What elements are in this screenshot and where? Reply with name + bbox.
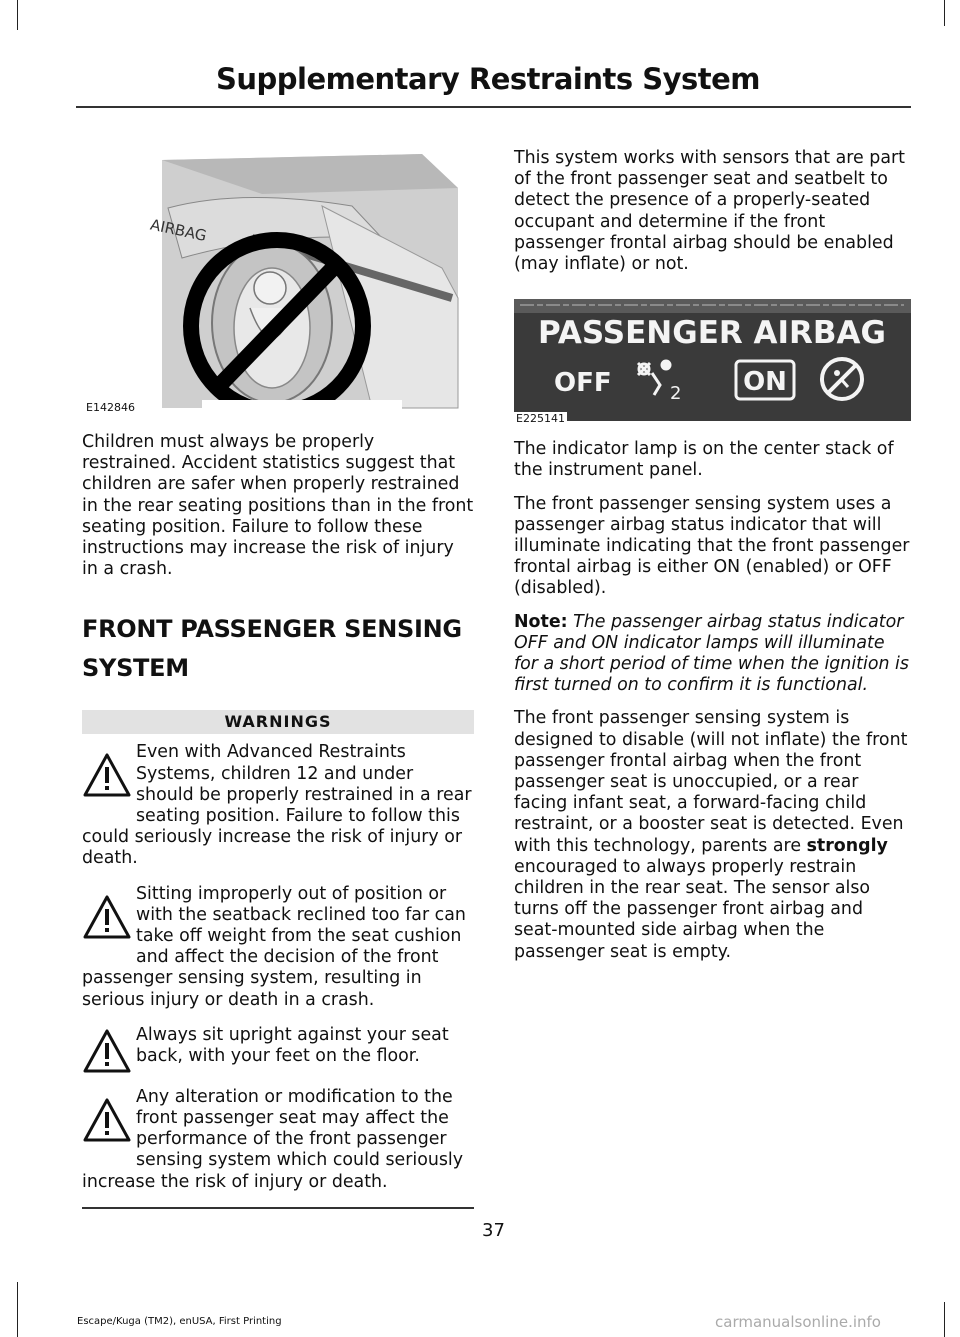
panel-figure-id: E225141 bbox=[516, 412, 565, 426]
warning-item bbox=[82, 1025, 474, 1073]
page-number: 37 bbox=[482, 1220, 505, 1241]
disable-text-after: encouraged to always properly restrain children in the rear seat. The sensor also turns off the passenger front airbag and seat-mounted side airbag when the passenger seat is empty. bbox=[514, 856, 871, 962]
panel-off-label: OFF bbox=[554, 368, 612, 399]
child-seat-airbag-figure bbox=[86, 148, 460, 420]
intro-paragraph: Children must always be properly restrained. Accident statistics suggest that children are safer when properly restrained in the rear seating positions than in the front seating position. Failure to follow these instructions may increase the risk of injury in a crash. bbox=[82, 432, 474, 580]
disable-paragraph bbox=[514, 708, 911, 962]
warnings-end-rule bbox=[82, 1207, 474, 1209]
header-rule bbox=[76, 106, 911, 108]
crop-mark bbox=[944, 1302, 945, 1337]
section-heading bbox=[82, 614, 474, 684]
warning-triangle-icon bbox=[82, 1027, 132, 1077]
panel-title: PASSENGER AIRBAG bbox=[538, 315, 886, 352]
system-paragraph: This system works with sensors that are part of the front passenger seat and seatbelt to detect the presence of a properly-seated occupant and determine if the front passenger frontal airbag should be enabled (may inflate) or not. bbox=[514, 148, 905, 275]
page-header-title: Supplementary Restraints System bbox=[215, 62, 760, 96]
note-paragraph bbox=[514, 612, 911, 697]
warning-item bbox=[82, 884, 474, 1011]
no-rear-facing-seat-illustration bbox=[122, 148, 460, 420]
left-column bbox=[82, 148, 474, 1209]
passenger-airbag-indicator-panel bbox=[514, 299, 911, 421]
warning-item bbox=[82, 1087, 474, 1193]
crop-mark bbox=[17, 0, 18, 30]
disable-strong-word: strongly bbox=[806, 835, 888, 856]
passenger-airbag-panel-figure bbox=[514, 287, 911, 439]
warning-text: Any alteration or modification to the front passenger seat may affect the performance of the front passenger sensing system which could seriously increase the risk of injury or death. bbox=[82, 1086, 464, 1192]
watermark: carmanualsonline.info bbox=[715, 1313, 881, 1331]
indicator-location-paragraph: The indicator lamp is on the center stack of the instrument panel. bbox=[514, 439, 894, 481]
warning-text: Sitting improperly out of position or with the seatback reclined too far can take off weight from the seat cushion and affect the decision of the front passenger sensing system, resulting in serious injury or death in a crash. bbox=[82, 883, 466, 1010]
footer-text: Escape/Kuga (TM2), enUSA, First Printing bbox=[77, 1316, 282, 1327]
crop-mark bbox=[944, 0, 945, 26]
note-text: The passenger airbag status indicator OFF and ON indicator lamps will illuminate for a short period of time when the ignition is first turned on to confirm it is functional. bbox=[514, 611, 909, 696]
status-indicator-paragraph: The front passenger sensing system uses a passenger airbag status indicator that will illuminate indicating that the front passenger frontal airbag is either ON (enabled) or OFF (disabled). bbox=[514, 493, 910, 599]
right-column bbox=[514, 148, 911, 975]
crop-mark bbox=[17, 1282, 18, 1337]
warning-text: Always sit upright against your seat back, with your feet on the floor. bbox=[136, 1024, 449, 1067]
note-label: Note: bbox=[514, 611, 568, 632]
disable-text-before: The front passenger sensing system is designed to disable (will not inflate) the front passenger frontal airbag when the front passenger seat is unoccupied, or a rear facing infant seat, a forward-facing child restraint, or a booster seat is detected. Even with this technology, parents are bbox=[514, 708, 908, 856]
warning-triangle-icon bbox=[82, 886, 132, 950]
section-heading-line2: SYSTEM bbox=[82, 654, 189, 683]
panel-on-label: ON bbox=[743, 367, 787, 398]
warning-item bbox=[82, 742, 474, 869]
airbag-label-text: AIRBAG bbox=[148, 215, 209, 245]
section-heading-line1: FRONT PASSENGER SENSING bbox=[82, 615, 462, 644]
warnings-header: WARNINGS bbox=[82, 710, 474, 734]
icon-subscript: 2 bbox=[670, 383, 682, 405]
figure-id: E142846 bbox=[86, 401, 135, 414]
warning-text: Even with Advanced Restraints Systems, children 12 and under should be properly restrained in a rear seating position. Failure to follow this could seriously increase the risk of injury or death. bbox=[82, 742, 472, 869]
warning-triangle-icon bbox=[82, 744, 132, 808]
warning-triangle-icon bbox=[82, 1089, 132, 1153]
